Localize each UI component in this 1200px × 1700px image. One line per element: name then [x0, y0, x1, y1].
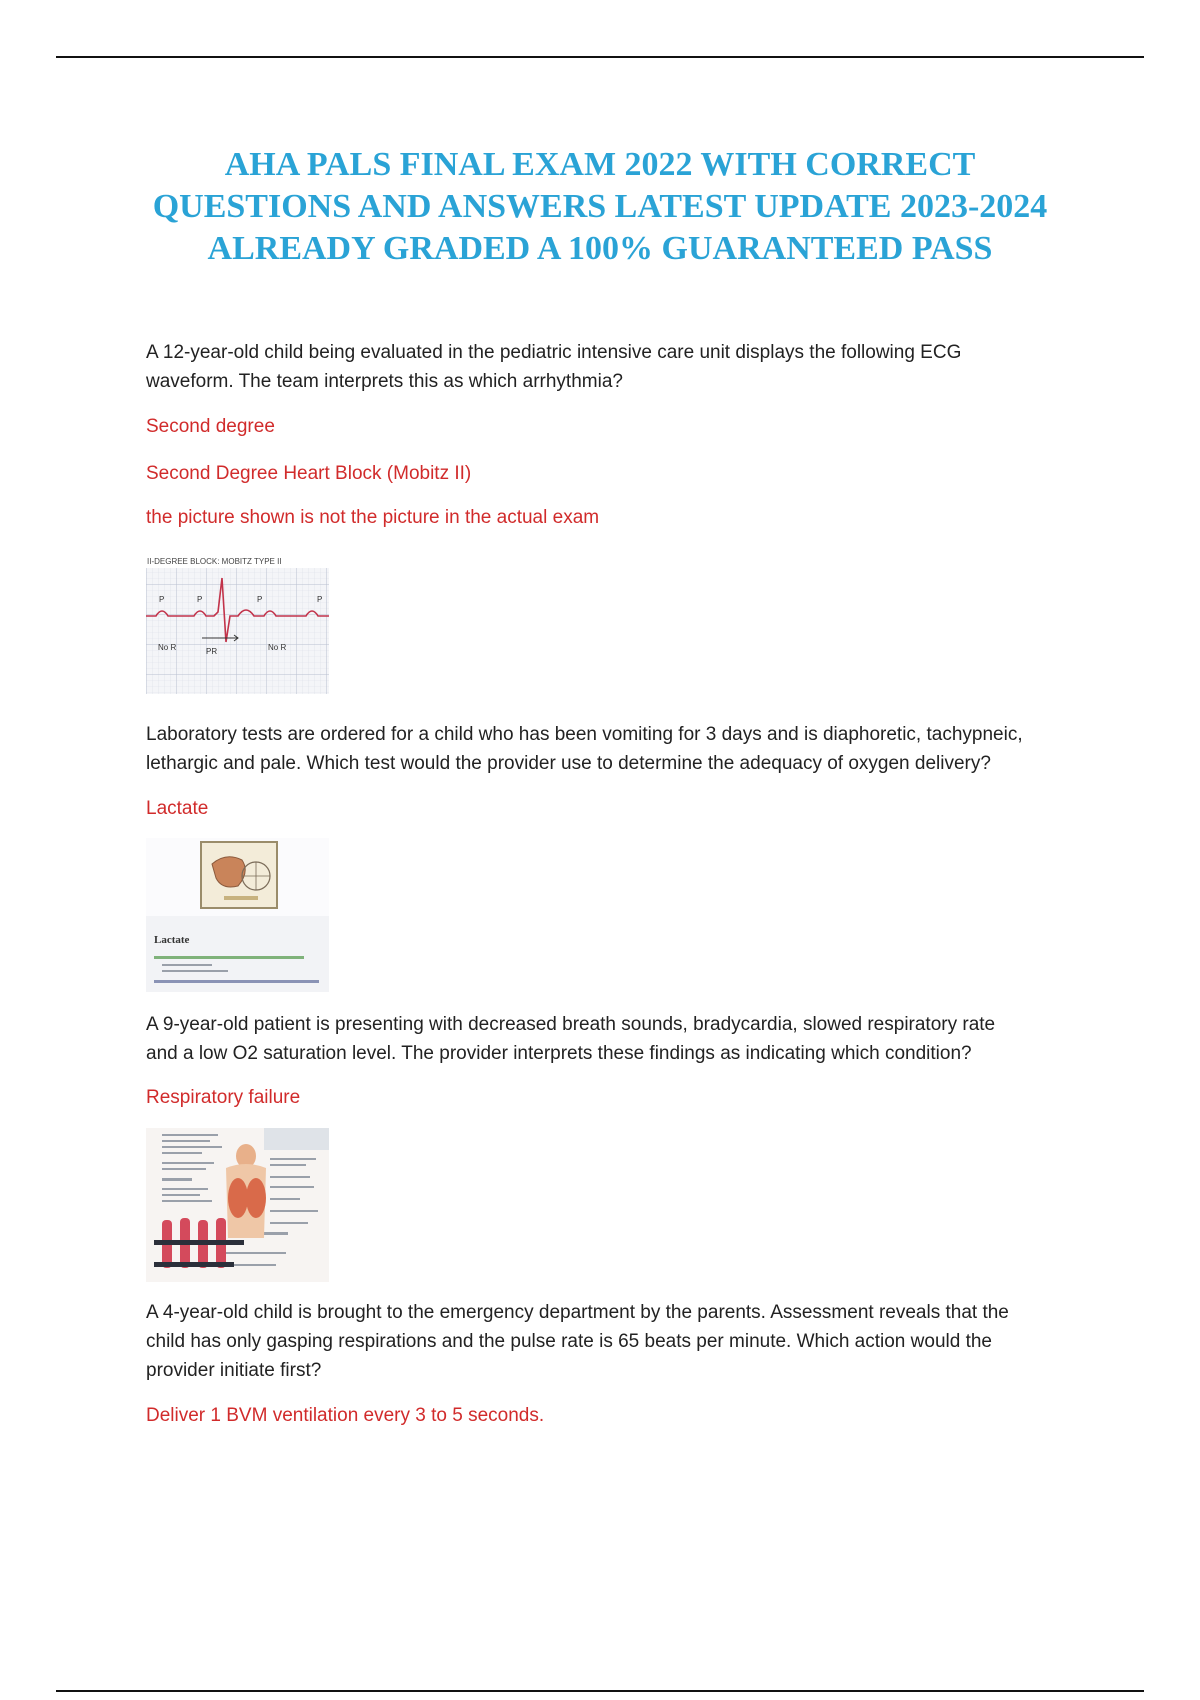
ecg-p-label-4: P — [317, 595, 323, 604]
question-1 — [146, 338, 1106, 396]
question-4-line-1: A 4-year-old child is brought to the emergency department by the parents. Assessment reveals that the — [146, 1302, 1009, 1323]
question-4-line-2: child has only gasping respirations and the pulse rate is 65 beats per minute. Which action would the — [146, 1331, 992, 1352]
footer-rule — [56, 1690, 1144, 1692]
answer-2: Lactate — [146, 798, 209, 819]
question-2-line-1: Laboratory tests are ordered for a child who has been vomiting for 3 days and is diaphoretic, tachypneic, — [146, 724, 1023, 745]
respiratory-figure — [146, 1128, 329, 1282]
question-2-line-2: lethargic and pale. Which test would the provider use to determine the adequacy of oxygen delivery? — [146, 753, 991, 774]
question-3-line-1: A 9-year-old patient is presenting with decreased breath sounds, bradycardia, slowed respiratory rate — [146, 1014, 996, 1035]
ecg-p-label-3: P — [257, 595, 263, 604]
lactate-figure-label: Lactate — [154, 934, 190, 946]
answer-1a: Second degree — [146, 416, 275, 437]
document-title — [100, 144, 1100, 270]
answer-1-note: the picture shown is not the picture in the actual exam — [146, 507, 600, 528]
ecg-strip-image — [146, 554, 329, 694]
respiratory-infographic-image — [146, 1128, 329, 1282]
question-3-line-2: and a low O2 saturation level. The provider interprets these findings as indicating which condition? — [146, 1043, 972, 1064]
question-4-line-3: provider initiate first? — [146, 1360, 322, 1381]
answer-3: Respiratory failure — [146, 1087, 301, 1108]
answer-4: Deliver 1 BVM ventilation every 3 to 5 seconds. — [146, 1405, 545, 1426]
title-line-1: AHA PALS FINAL EXAM 2022 WITH CORRECT — [224, 146, 976, 183]
ecg-no-r-label-1: No R — [158, 643, 177, 652]
title-line-2: QUESTIONS AND ANSWERS LATEST UPDATE 2023-2024 — [152, 188, 1048, 225]
question-4 — [146, 1298, 1106, 1385]
ecg-figure — [146, 554, 329, 694]
ecg-p-label-1: P — [159, 595, 165, 604]
lactate-slide-image — [146, 838, 329, 992]
lactate-figure — [146, 838, 329, 992]
question-2 — [146, 720, 1106, 778]
ecg-p-label-2: P — [197, 595, 203, 604]
title-line-3: ALREADY GRADED A 100% GUARANTEED PASS — [207, 230, 993, 267]
question-1-line-1: A 12-year-old child being evaluated in the pediatric intensive care unit displays the following ECG — [146, 342, 962, 363]
ecg-no-r-label-2: No R — [268, 643, 287, 652]
header-rule — [56, 56, 1144, 58]
ecg-pr-label: PR — [206, 647, 218, 656]
question-1-line-2: waveform. The team interprets this as which arrhythmia? — [146, 371, 623, 392]
ecg-caption: II-DEGREE BLOCK: MOBITZ TYPE II — [147, 557, 282, 566]
answer-1b: Second Degree Heart Block (Mobitz II) — [146, 463, 472, 484]
question-3 — [146, 1010, 1106, 1068]
